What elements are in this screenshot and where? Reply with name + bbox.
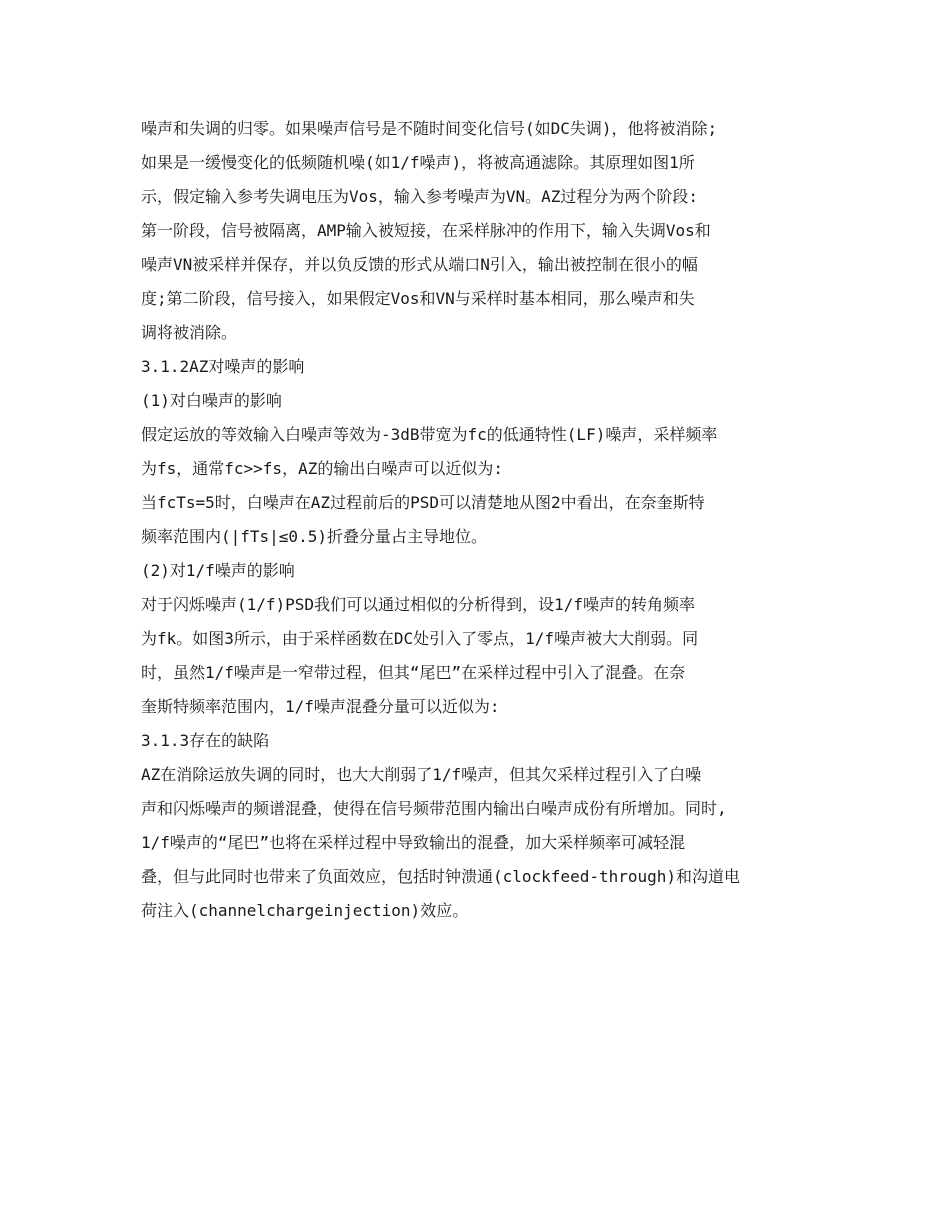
text-line: 第一阶段，信号被隔离，AMP输入被短接，在采样脉冲的作用下，输入失调Vos和 (141, 221, 711, 240)
section-heading: 3.1.3存在的缺陷 (141, 731, 270, 750)
text-line: 1/f噪声的“尾巴”也将在采样过程中导致输出的混叠，加大采样频率可减轻混 (141, 833, 686, 852)
text-line: 频率范围内(|fTs|≤0.5)折叠分量占主导地位。 (141, 527, 487, 546)
text-line: 对于闪烁噪声(1/f)PSD我们可以通过相似的分析得到，设1/f噪声的转角频率 (141, 595, 695, 614)
text-line: 为fk。如图3所示，由于采样函数在DC处引入了零点，1/f噪声被大大削弱。同 (141, 629, 699, 648)
text-line: 当fcTs=5时，白噪声在AZ过程前后的PSD可以清楚地从图2中看出，在奈奎斯特 (141, 493, 705, 512)
text-line: AZ在消除运放失调的同时，也大大削弱了1/f噪声，但其欠采样过程引入了白噪 (141, 765, 702, 784)
subsection-heading: (1)对白噪声的影响 (141, 391, 282, 410)
text-line: 度;第二阶段，信号接入，如果假定Vos和VN与采样时基本相同，那么噪声和失 (141, 289, 695, 308)
text-line: 噪声和失调的归零。如果噪声信号是不随时间变化信号(如DC失调)，他将被消除; (141, 119, 718, 138)
text-line: 噪声VN被采样并保存，并以负反馈的形式从端口N引入，输出被控制在很小的幅 (141, 255, 698, 274)
text-line: 声和闪烁噪声的频谱混叠，使得在信号频带范围内输出白噪声成份有所增加。同时, (141, 799, 727, 818)
text-line: 调将被消除。 (141, 323, 238, 342)
text-line: 为fs，通常fc>>fs，AZ的输出白噪声可以近似为: (141, 459, 503, 478)
text-line: 奎斯特频率范围内，1/f噪声混叠分量可以近似为: (141, 697, 500, 716)
text-line: 如果是一缓慢变化的低频随机噪(如1/f噪声)，将被高通滤除。其原理如图1所 (141, 153, 695, 172)
section-heading: 3.1.2AZ对噪声的影响 (141, 357, 305, 376)
text-line: 示，假定输入参考失调电压为Vos，输入参考噪声为VN。AZ过程分为两个阶段: (141, 187, 699, 206)
text-line: 荷注入(channelchargeinjection)效应。 (141, 901, 469, 920)
body-text (141, 112, 821, 928)
text-line: 叠，但与此同时也带来了负面效应，包括时钟溃通(clockfeed-through)和沟道电 (141, 867, 741, 886)
text-line: 时，虽然1/f噪声是一窄带过程，但其“尾巴”在采样过程中引入了混叠。在奈 (141, 663, 686, 682)
subsection-heading: (2)对1/f噪声的影响 (141, 561, 295, 580)
text-line: 假定运放的等效输入白噪声等效为-3dB带宽为fc的低通特性(LF)噪声，采样频率 (141, 425, 718, 444)
